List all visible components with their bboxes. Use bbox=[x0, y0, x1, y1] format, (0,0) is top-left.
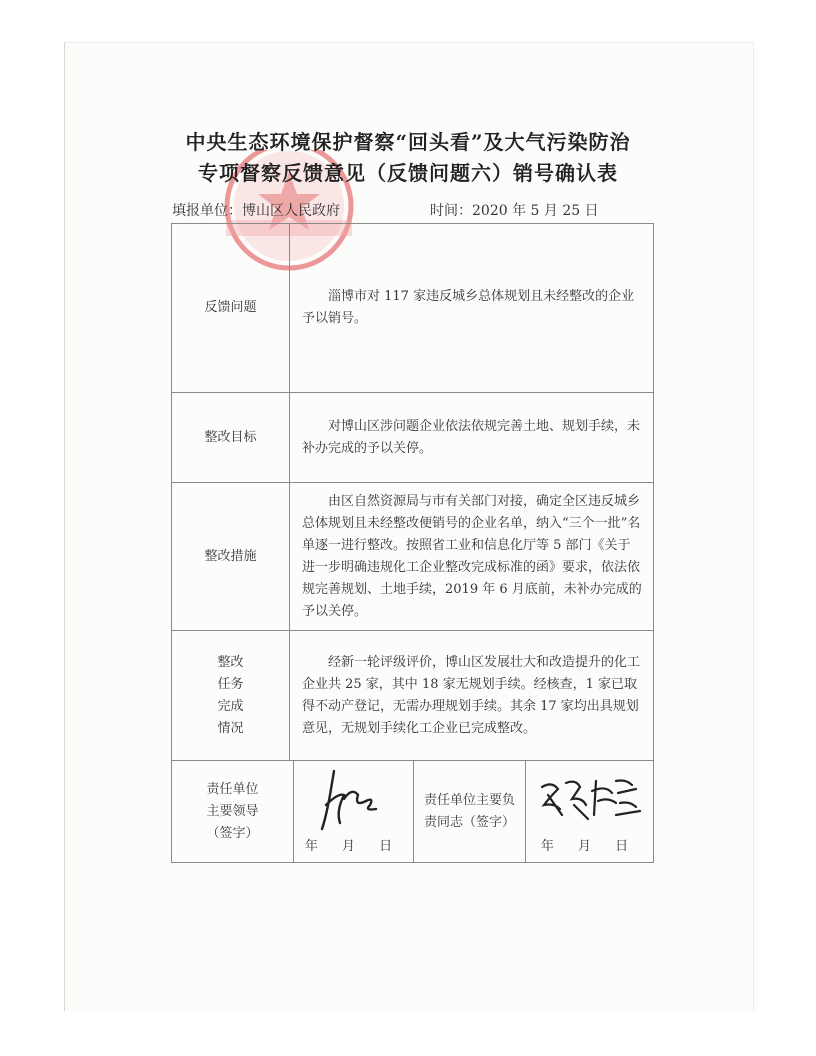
fill-time-value: 2020 年 5 月 25 日 bbox=[472, 203, 599, 219]
row-content-completion-status: 经新一轮评级评价，博山区发展壮大和改造提升的化工企业共 25 家，其中 18 家无规划手续。经核查，1 家已取得不动产登记，无需办理规划手续。其余 17 家均出具规划意见，无规划手续化工企业已完成整改。 bbox=[290, 631, 654, 761]
table-row bbox=[172, 483, 654, 631]
fill-time-label: 时间： bbox=[430, 203, 472, 219]
signature-date-responsible: 年 月 日 bbox=[540, 839, 639, 854]
signature-row bbox=[172, 761, 654, 863]
signature-label-leader: 责任单位主要领导（签字） bbox=[206, 781, 259, 841]
fill-unit-label: 填报单位： bbox=[172, 203, 242, 219]
signature-label-responsible-cell bbox=[414, 761, 526, 863]
row-label-completion-status: 整改任务完成情况 bbox=[172, 631, 290, 761]
signature-date-leader: 年 月 日 bbox=[304, 839, 403, 854]
confirmation-table bbox=[171, 223, 654, 863]
document-title-line-1: 中央生态环境保护督察“回头看”及大气污染防治 bbox=[185, 130, 631, 154]
handwritten-signature-responsible-icon bbox=[536, 775, 642, 823]
row-content-rectification-goal: 对博山区涉问题企业依法依规完善土地、规划手续，未补办完成的予以关停。 bbox=[290, 393, 654, 483]
table-row bbox=[172, 631, 654, 761]
row-content-rectification-measures: 由区自然资源局与市有关部门对接，确定全区违反城乡总体规划且未经整改便销号的企业名单，纳入“三个一批”名单逐一进行整改。按照省工业和信息化厅等 5 部门《关于进一步明确违规化工企业整改完成标准的函》要求，依法依规完善规划、土地手续，2019 年 6 月底前，未补办完成的予以关停。 bbox=[290, 483, 654, 631]
row-label-feedback-issue: 反馈问题 bbox=[172, 224, 290, 393]
document-title-line-2: 专项督察反馈意见（反馈问题六）销号确认表 bbox=[198, 161, 618, 185]
fill-unit bbox=[172, 200, 340, 220]
signature-label-responsible: 责任单位主要负责同志（签字） bbox=[423, 792, 515, 830]
fill-time bbox=[430, 200, 599, 220]
row-label-rectification-goal: 整改目标 bbox=[172, 393, 290, 483]
row-label-rectification-measures: 整改措施 bbox=[172, 483, 290, 631]
table-row bbox=[172, 224, 654, 393]
signature-label-leader-cell bbox=[172, 761, 294, 863]
handwritten-signature-leader-icon bbox=[316, 765, 386, 835]
signature-box-responsible bbox=[526, 761, 654, 863]
signature-box-leader bbox=[294, 761, 414, 863]
fill-unit-value: 博山区人民政府 bbox=[242, 203, 340, 219]
row-content-feedback-issue: 淄博市对 117 家违反城乡总体规划且未经整改的企业予以销号。 bbox=[290, 224, 654, 393]
table-row bbox=[172, 393, 654, 483]
